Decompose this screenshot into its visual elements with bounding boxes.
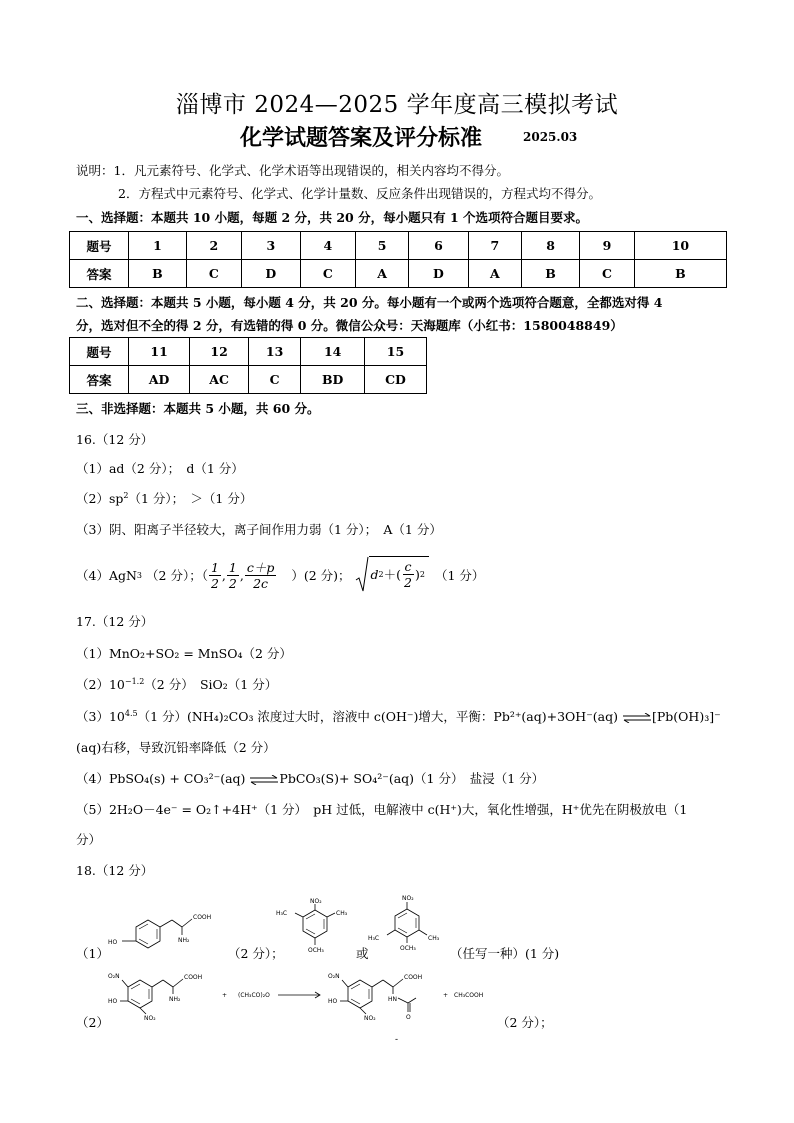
table-cell: 5 <box>355 232 409 260</box>
table-cell: CD <box>365 366 427 394</box>
page-subtitle: 化学试题答案及评分标准 <box>240 125 483 151</box>
fraction-denominator: 2 <box>404 574 412 590</box>
sqrt-sup: 2 <box>378 569 384 579</box>
chem-label: HN <box>388 996 397 1003</box>
table-cell: C <box>300 260 355 288</box>
table-cell: 4 <box>300 232 355 260</box>
chem-label: H₃C <box>368 935 380 942</box>
chem-label: CH₃COOH <box>454 992 484 999</box>
chem-label: O <box>406 1014 411 1021</box>
table-cell: B <box>522 260 580 288</box>
answer-table-2 <box>69 337 427 394</box>
table-cell: C <box>248 366 300 394</box>
q17-part4-a: （4）PbSO₄(s) + CO₃²⁻(aq) <box>76 771 246 786</box>
chem-label: HO <box>108 939 118 946</box>
row-label-question: 题号 <box>70 232 129 260</box>
chem-label: (CH₃CO)₂O <box>238 992 270 999</box>
table-row-numbers <box>70 232 727 260</box>
q17-part3-cont: (aq)右移，导致沉铅率降低（2 分） <box>76 740 276 755</box>
q16-part4-d: （1 分） <box>434 568 485 583</box>
radical-sign-icon <box>355 556 369 594</box>
table-cell: 9 <box>580 232 635 260</box>
row-label-answer: 答案 <box>70 366 129 394</box>
q17-title: 17.（12 分） <box>76 614 154 629</box>
q18-part1-label: （1） <box>76 946 109 961</box>
chem-label: NO₂ <box>402 895 414 902</box>
fraction-denominator: 2 <box>210 575 219 591</box>
q18-part2-score: （2 分）； <box>497 1015 553 1030</box>
q17-part5-cont: 分） <box>76 832 102 847</box>
table-cell: C <box>186 260 241 288</box>
q16-title: 16.（12 分） <box>76 432 154 447</box>
q17-part2-b: （2 分） SiO₂（1 分） <box>144 677 278 692</box>
fraction-numerator: c＋p <box>246 559 275 575</box>
q18-part1-tail: （任写一种）(1 分) <box>450 946 560 961</box>
note-2: 2．方程式中元素符号、化学式、化学计量数、反应条件出现错误的，方程式均不得分。 <box>118 186 601 201</box>
chem-label: CH₃ <box>428 935 440 942</box>
table-cell: D <box>409 260 468 288</box>
sqrt-d: d <box>370 566 379 582</box>
fraction-denominator: 2 <box>228 575 237 591</box>
chem-label: COOH <box>193 914 212 921</box>
nitro-anisole-structure-a-icon <box>270 895 360 965</box>
table-cell: D <box>241 260 300 288</box>
q17-part4-b: PbCO₃(S)+ SO₄²⁻(aq)（1 分） 盐浸（1 分） <box>279 771 545 786</box>
chem-label: O₂N <box>108 973 120 980</box>
q18-part1-score: （2 分）； <box>228 946 284 961</box>
q17-part5: （5）2H₂O－4e⁻ = O₂↑+4H⁺（1 分） pH 过低，电解液中 c(H⁺)大，氧化性增强，H⁺优先在阴极放电（1 <box>76 802 688 817</box>
table-cell: 6 <box>409 232 468 260</box>
q16-part2-b: （1 分）； ＞（1 分） <box>128 491 253 506</box>
page-footer-mark: - <box>395 1035 399 1045</box>
table-cell: 3 <box>241 232 300 260</box>
table-cell: 12 <box>190 338 249 366</box>
answer-table-1 <box>69 231 727 288</box>
sqrt-close: ) <box>414 566 420 582</box>
sqrt-plus: ＋( <box>383 567 402 582</box>
nitro-anisole-structure-b-icon <box>362 890 452 965</box>
q17-part3-b: （1 分）(NH₄)₂CO₃ 浓度过大时，溶液中 c(OH⁻)增大，平衡：Pb²⁺(aq)+3OH⁻(aq) <box>137 709 619 724</box>
table-cell: AC <box>190 366 249 394</box>
q17-part3-sup: 4.5 <box>124 708 138 718</box>
q16-part4: （4）AgN 3 （2 分）；（ $\frac{1}{2}$ , $\frac{1}{2}$ , $\frac{c+p}{2c}$ ）(2 分)； d 2 ＋( $\frac{c}{2}$ ) 2 （1 分） <box>76 556 484 594</box>
table-cell: 8 <box>522 232 580 260</box>
q16-part4-c: ）(2 分)； <box>291 568 351 583</box>
q16-part4-a: （4）AgN <box>76 568 137 583</box>
fraction-denominator: 2c <box>253 575 269 591</box>
table-cell: 1 <box>129 232 187 260</box>
table-cell: AD <box>129 366 190 394</box>
q17-part3-a: （3）10 <box>76 709 125 724</box>
q17-part4 <box>76 769 544 787</box>
chem-label: HO <box>328 998 338 1005</box>
section2-heading-line1: 二、选择题：本题共 5 小题，每小题 4 分，共 20 分。每小题有一个或两个选项符合题意，全都选对得 4 <box>76 295 663 310</box>
table-cell: B <box>634 260 726 288</box>
chem-label: COOH <box>404 974 423 981</box>
q18-part1-or: 或 <box>356 946 369 961</box>
table-row-numbers <box>70 338 427 366</box>
chem-label: NO₂ <box>144 1015 156 1022</box>
q17-part1: （1）MnO₂+SO₂ = MnSO₄（2 分） <box>76 646 292 661</box>
q18-title: 18.（12 分） <box>76 863 154 878</box>
table-cell: 14 <box>301 338 365 366</box>
section2-heading-line2: 分，选对但不全的得 2 分，有选错的得 0 分。微信公众号：天海题库（小红书：1580048849） <box>76 318 623 333</box>
table-cell: B <box>129 260 187 288</box>
table-cell: 13 <box>248 338 300 366</box>
section3-heading: 三、非选择题：本题共 5 小题，共 60 分。 <box>76 401 320 416</box>
tyrosine-structure-icon <box>108 905 228 965</box>
q17-part3-c: [Pb(OH)₃]⁻ <box>652 709 721 724</box>
chem-label: NH₂ <box>178 937 190 944</box>
q17-part3 <box>76 707 721 725</box>
table-row-answers <box>70 260 727 288</box>
q18-part2-label: （2） <box>76 1015 109 1030</box>
q17-part2-a: （2）10 <box>76 677 125 692</box>
table-cell: 11 <box>129 338 190 366</box>
q17-part2-sup: −1.2 <box>124 676 145 686</box>
table-cell: 10 <box>634 232 726 260</box>
chem-label: NO₂ <box>310 898 322 905</box>
table-row-answers <box>70 366 427 394</box>
chem-label: HO <box>108 998 118 1005</box>
q16-part2-a: （2）sp <box>76 491 124 506</box>
section1-heading: 一、选择题：本题共 10 小题，每题 2 分，共 20 分，每小题只有 1 个选项符合题目要求。 <box>76 210 589 225</box>
q16-part4-sub: 3 <box>136 570 143 580</box>
q16-part4-b: （2 分）；（ <box>146 568 208 583</box>
table-cell: 7 <box>468 232 522 260</box>
fraction-1 <box>209 560 221 591</box>
table-cell: BD <box>301 366 365 394</box>
table-cell: C <box>580 260 635 288</box>
page-title: 淄博市 2024—2025 学年度高三模拟考试 <box>175 92 619 118</box>
chem-label: + <box>222 992 228 999</box>
chem-label: OCH₃ <box>400 945 416 952</box>
fraction-numerator: c <box>404 558 412 574</box>
q16-part2-sup: 2 <box>123 490 129 500</box>
chem-label: COOH <box>184 974 203 981</box>
row-label-answer: 答案 <box>70 260 129 288</box>
equilibrium-arrow-icon <box>249 775 279 785</box>
q16-part1: （1）ad（2 分）； d（1 分） <box>76 461 244 476</box>
q16-part3: （3）阴、阳离子半径较大，离子间作用力弱（1 分）； A（1 分） <box>76 522 442 537</box>
acetylation-reaction-icon <box>98 965 518 1035</box>
date-label: 2025.03 <box>523 130 578 144</box>
fraction-2 <box>227 560 239 591</box>
chem-label: CH₃ <box>336 910 348 917</box>
chem-label: + <box>443 992 449 999</box>
row-label-question: 题号 <box>70 338 129 366</box>
fraction-3 <box>245 560 277 591</box>
fraction-4 <box>402 559 414 590</box>
sqrt-expression <box>355 556 429 594</box>
chem-label: OCH₃ <box>308 947 324 954</box>
sqrt-body <box>369 556 429 590</box>
chem-label: NH₂ <box>169 996 181 1003</box>
fraction-numerator: 1 <box>228 559 237 575</box>
table-cell: A <box>355 260 409 288</box>
sqrt-sup2: 2 <box>419 569 425 579</box>
table-cell: A <box>468 260 522 288</box>
equilibrium-arrow-icon <box>622 713 652 723</box>
q16-part2 <box>76 489 252 507</box>
table-cell: 15 <box>365 338 427 366</box>
chem-label: H₃C <box>276 910 288 917</box>
q17-part2 <box>76 675 277 693</box>
note-1: 说明：1．凡元素符号、化学式、化学术语等出现错误的，相关内容均不得分。 <box>76 163 509 178</box>
fraction-numerator: 1 <box>210 559 219 575</box>
chem-label: O₂N <box>328 973 340 980</box>
chem-label: NO₂ <box>364 1015 376 1022</box>
table-cell: 2 <box>186 232 241 260</box>
